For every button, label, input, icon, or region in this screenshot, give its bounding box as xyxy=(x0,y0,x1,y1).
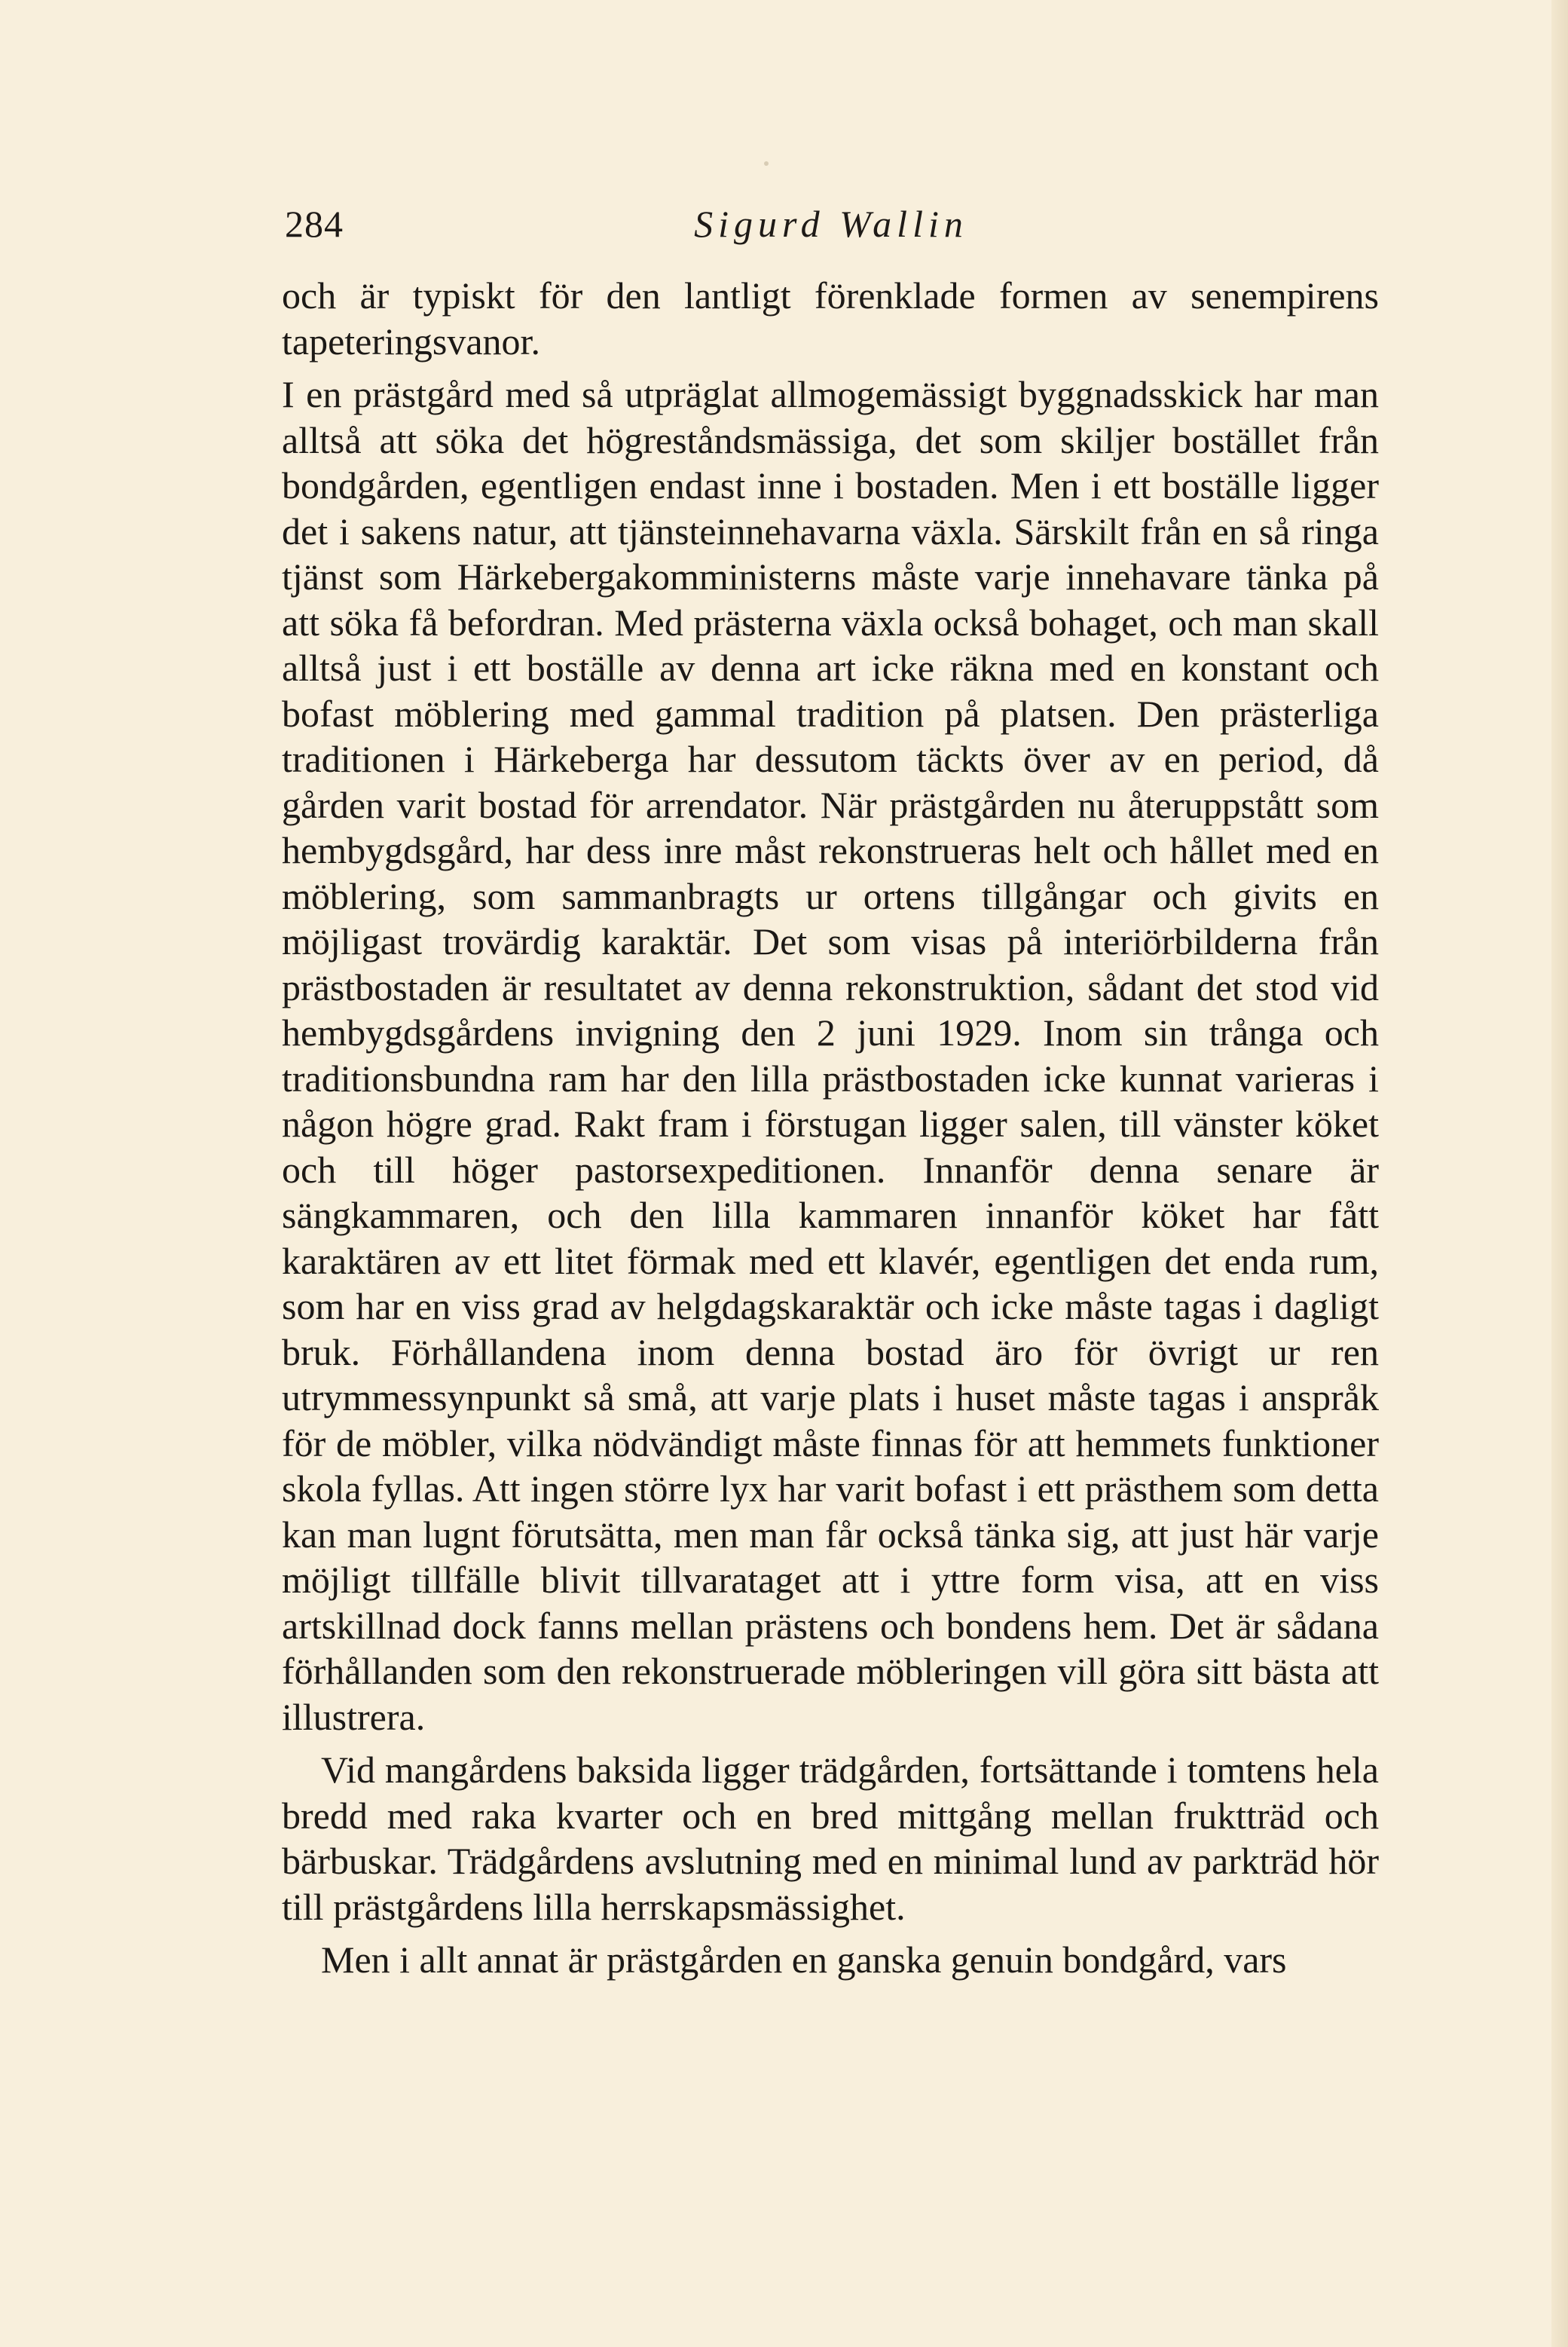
page-number: 284 xyxy=(285,203,344,245)
page-header xyxy=(285,202,1377,262)
paragraph: Vid mangårdens baksida ligger trädgården, fortsättande i tomtens hela bredd med raka kvarter och en bred mittgång mellan fruktträd och bärbuskar. Trädgårdens avslutning med en minimal lund av parkträd hör till prästgårdens lilla herrskapsmässighet. xyxy=(282,1749,1379,1928)
paper-speck xyxy=(764,161,769,166)
body-text xyxy=(282,273,1379,1991)
paragraph: I en prästgård med så utpräglat allmogemässigt byggnadsskick har man alltså att söka det högreståndsmässiga, det som skiljer bostället från bondgården, egentligen endast inne i bostaden. Men i ett boställe ligger det i sakens natur, att tjänsteinnehavarna växla. Särskilt från en så ringa tjänst som Härkebergakomministerns måste varje innehavare tänka på att söka få befordran. Med prästerna växla också bohaget, och man skall alltså just i ett boställe av denna art icke räkna med en konstant och bofast möblering med gammal tradition på platsen. Den prästerliga traditionen i Härkeberga har dessutom täckts över av en period, då gården varit bostad för arrendator. När prästgården nu återuppstått som hembygdsgård, har dess inre måst rekonstrueras helt och hållet med en möblering, som sammanbragts ur ortens tillgångar och givits en möjligast trovärdig karaktär. Det som visas på interiörbilderna från prästbostaden är resultatet av denna rekonstruktion, sådant det stod vid hembygdsgårdens invigning den 2 juni 1929. Inom sin trånga och traditionsbundna ram har den lilla prästbostaden icke kunnat varieras i någon högre grad. Rakt fram i förstugan ligger salen, till vänster köket och till höger pastorsexpeditionen. Innanför denna senare är sängkammaren, och den lilla kammaren innanför köket har fått karaktären av ett litet förmak med ett klavér, egentligen det enda rum, som har en viss grad av helgdagskaraktär och icke måste tagas i dagligt bruk. Förhållandena inom denna bostad äro för övrigt ur ren utrymmessynpunkt så små, att varje plats i huset måste tagas i anspråk för de möbler, vilka nödvändigt måste finnas för att hemmets funktioner skola fyllas. Att ingen större lyx har varit bofast i ett prästhem som detta kan man lugnt förutsätta, men man får också tänka sig, att just här varje möjligt tillfälle blivit tillvarataget att i yttre form visa, att en viss artskillnad dock fanns mellan prästens och bondens hem. Det är sådana förhållanden som den rekonstruerade möbleringen vill göra sitt bästa att illustrera. xyxy=(282,373,1379,1738)
page-edge-shadow xyxy=(1551,0,1568,2347)
paragraph: Men i allt annat är prästgården en ganska genuin bondgård, vars xyxy=(321,1938,1287,1981)
paragraph-continued: och är typiskt för den lantligt förenklade formen av senempirens tapeteringsvanor. xyxy=(282,274,1379,363)
running-title: Sigurd Wallin xyxy=(694,203,968,245)
